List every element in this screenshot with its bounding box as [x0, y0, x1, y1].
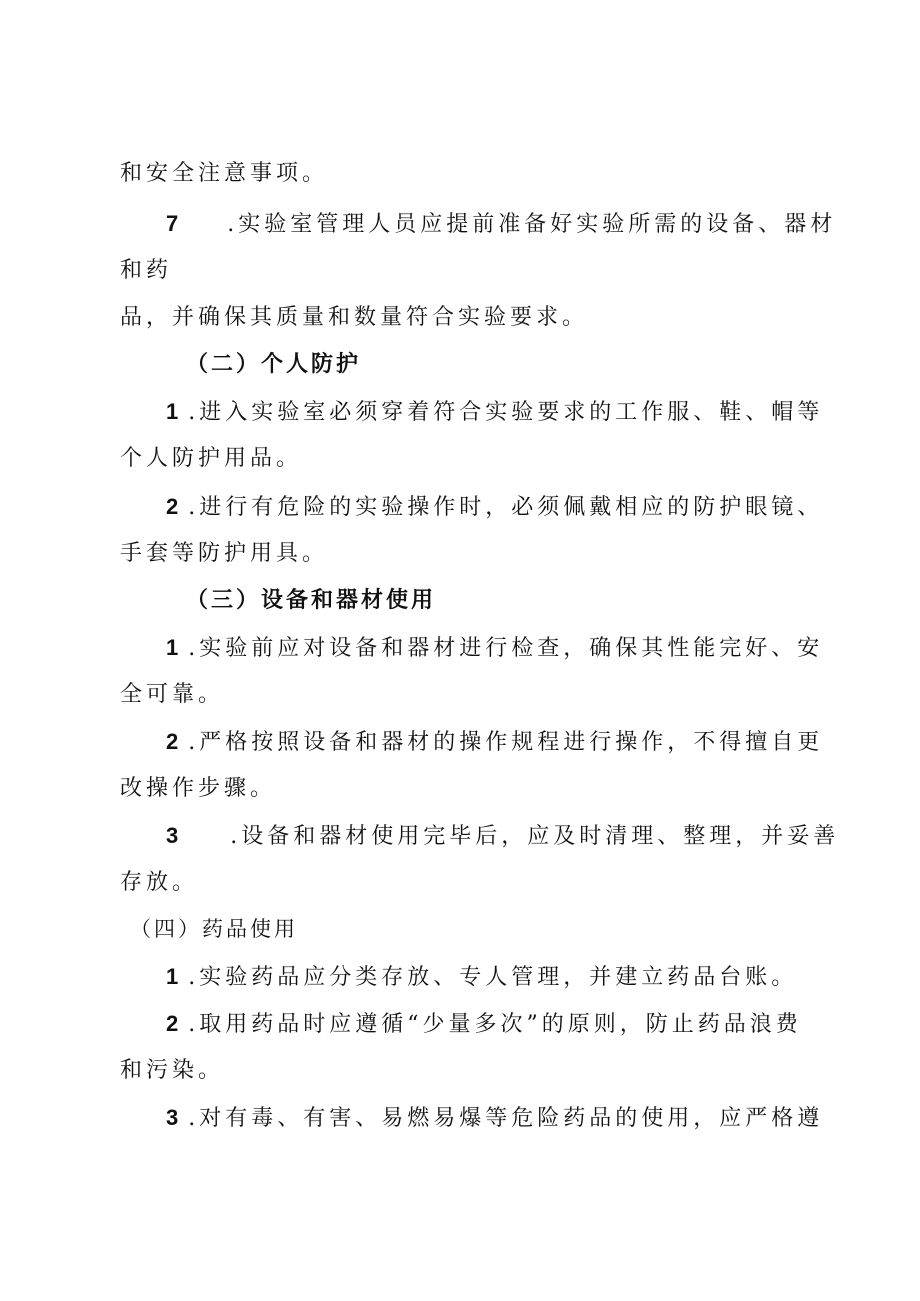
- list-item-3: 3 .对有毒、有害、易燃易爆等危险药品的使用，应严格遵: [166, 1105, 824, 1131]
- text-line: 个人防护用品。: [120, 446, 303, 471]
- text-line: 改操作步骤。: [120, 776, 277, 801]
- list-item-2: 2 .严格按照设备和器材的操作规程进行操作，不得擅自更: [166, 729, 824, 755]
- text-line: 和药: [120, 258, 173, 283]
- text-line: 和安全注意事项。: [120, 161, 329, 186]
- list-number: 7: [166, 211, 183, 236]
- text-line: 全可靠。: [120, 682, 225, 707]
- list-item-1: 1 .进入实验室必须穿着符合实验要求的工作服、鞋、帽等: [166, 399, 824, 425]
- section-heading-chemicals: （四）药品使用: [130, 917, 298, 941]
- text-line: 和污染。: [120, 1058, 225, 1083]
- list-item-1: 1 .实验药品应分类存放、专人管理，并建立药品台账。: [166, 964, 798, 990]
- text-line: 品，并确保其质量和数量符合实验要求。: [120, 305, 589, 330]
- list-item-7: [166, 213, 836, 236]
- list-item-2: 2 .取用药品时应遵循“少量多次”的原则，防止药品浪费: [166, 1011, 802, 1037]
- list-text: .实验室管理人员应提前准备好实验所需的设备、器材: [227, 212, 837, 237]
- section-heading-equipment: （三）设备和器材使用: [186, 588, 437, 613]
- section-heading-personal-protection: （二）个人防护: [186, 352, 362, 377]
- text-line: 存放。: [120, 870, 199, 895]
- list-item-2: 2 .进行有危险的实验操作时，必须佩戴相应的防护眼镜、: [166, 494, 824, 520]
- list-item-3: 3 .设备和器材使用完毕后，应及时清理、整理，并妥善: [166, 823, 840, 849]
- text-line: 手套等防护用具。: [120, 541, 329, 566]
- list-item-1: 1 .实验前应对设备和器材进行检查，确保其性能完好、安: [166, 635, 824, 661]
